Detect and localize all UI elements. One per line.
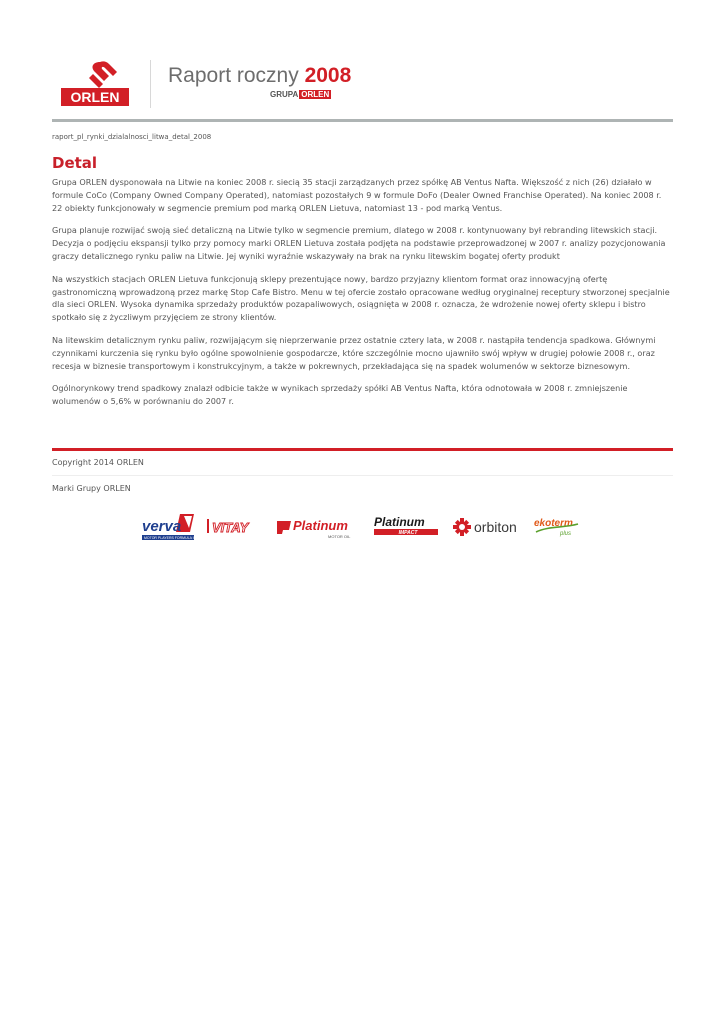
ekoterm-text: ekoterm	[534, 518, 573, 529]
header-divider	[150, 60, 151, 108]
header-rule	[52, 119, 673, 122]
paragraph: Grupa planuje rozwijać swoją sieć detaliczną na Litwie tylko w segmencie premium, dlatego w 2008 r. kontynuowany był rebranding litewskich stacji. Decyzja o podjęciu ekspansji tylko przy pomocy marki ORLEN Lietuva została podjęta na podstawie przeprowadzonej w 2007 r. analizy pozycjonowania graczy detalicznego rynku paliw na Litwie. Jej wyniki wyraźnie wskazywały na brak na rynku litewskim bogatej oferty produkt	[52, 225, 666, 261]
paragraph: Grupa ORLEN dysponowała na Litwie na koniec 2008 r. siecią 35 stacji zarządzanych przez spółkę AB Ventus Nafta. Większość z nich (26) działało w formule CoCo (Company Owned Company Operated), natomiast pozostałych 9 w formule DoFo (Dealer Owned Franchise Operated). Na koniec 2008 r. 22 obiekty funkcjonowały w segmencie premium pod marką ORLEN Lietuva, natomiast 13 - pod marką Ventus.	[52, 177, 662, 213]
grupa-orlen-label	[270, 90, 331, 99]
footer-rule	[52, 448, 673, 451]
platinum-motor-sub-text: MOTOR OIL	[328, 534, 351, 539]
brand-orbiton-logo[interactable]	[450, 510, 526, 544]
report-title-year: 2008	[304, 64, 352, 87]
brand-vitay-logo[interactable]	[204, 510, 264, 544]
brand-logos	[140, 510, 590, 546]
report-title-main: Raport roczny	[168, 64, 299, 87]
logo-text: ORLEN	[70, 89, 120, 105]
footer-divider	[52, 475, 673, 476]
orlen-logo[interactable]	[60, 58, 130, 108]
platinum-motor-text: Platinum	[293, 518, 348, 533]
brand-platinum-motor-logo[interactable]	[274, 510, 362, 544]
verva-sub-text: MOTOR PLAYERS FORMULA INSIDE	[144, 536, 205, 540]
vitay-text: VITAY	[212, 520, 249, 535]
orbiton-star-icon	[453, 518, 471, 536]
brand-verva-logo[interactable]	[140, 510, 205, 544]
brand-ekoterm-logo[interactable]	[532, 510, 584, 544]
platinum-impact-sub-text: IMPACT	[398, 530, 418, 536]
verva-text: verva	[142, 518, 182, 535]
page-title: Detal	[52, 154, 98, 172]
ekoterm-sub-text: plus	[560, 531, 572, 537]
paragraph: Na wszystkich stacjach ORLEN Lietuva funkcjonują sklepy prezentujące nowy, bardzo przyjazny klientom format oraz innowacyjną ofertę gastronomiczną wprowadzoną przez markę Stop Cafe Bistro. Menu w tej ofercie zostało opracowane według oryginalnej receptury stworzonej specjalnie dla sieci ORLEN. Wysoka dynamika sprzedaży produktów pozapaliwowych, osiągnięta w 2008 r. oznacza, że wdrożenie nowej oferty sklepu i bistro spotkało się z życzliwym przyjęciem ze strony klientów.	[52, 273, 670, 323]
orbiton-text: orbiton	[474, 519, 517, 535]
breadcrumb: raport_pl_rynki_dzialalnosci_litwa_detal_2008	[52, 133, 212, 141]
brands-label: Marki Grupy ORLEN	[52, 484, 131, 493]
copyright-text: Copyright 2014 ORLEN	[52, 458, 144, 467]
article-body	[52, 176, 674, 418]
report-header	[52, 52, 673, 122]
paragraph: Na litewskim detalicznym rynku paliw, rozwijającym się nieprzerwanie przez ostatnie cztery lata, w 2008 r. nastąpiła tendencja spadkowa. Głównymi czynnikami kurczenia się rynku było ogólne spowolnienie gospodarcze, które szczególnie mocno ujawniło swój wpływ w drugiej połowie 2008 r., oraz recesja w biznesie transportowym i konstrukcyjnym, a także w pokrewnych, przekładająca się na spadek wolumenów w sektorze biznesowym.	[52, 334, 656, 371]
grupa-brand: ORLEN	[301, 90, 330, 99]
brand-platinum-impact-logo[interactable]	[368, 510, 444, 544]
report-title	[168, 64, 351, 88]
paragraph: Ogólnorynkowy trend spadkowy znalazł odbicie także w wynikach sprzedaży spółki AB Ventus Nafta, która odnotowała w 2008 r. zmniejszenie wolumenów o 5,6% w porównaniu do 2007 r.	[52, 383, 628, 407]
platinum-impact-text: Platinum	[374, 515, 425, 529]
grupa-prefix: GRUPA	[270, 90, 299, 99]
